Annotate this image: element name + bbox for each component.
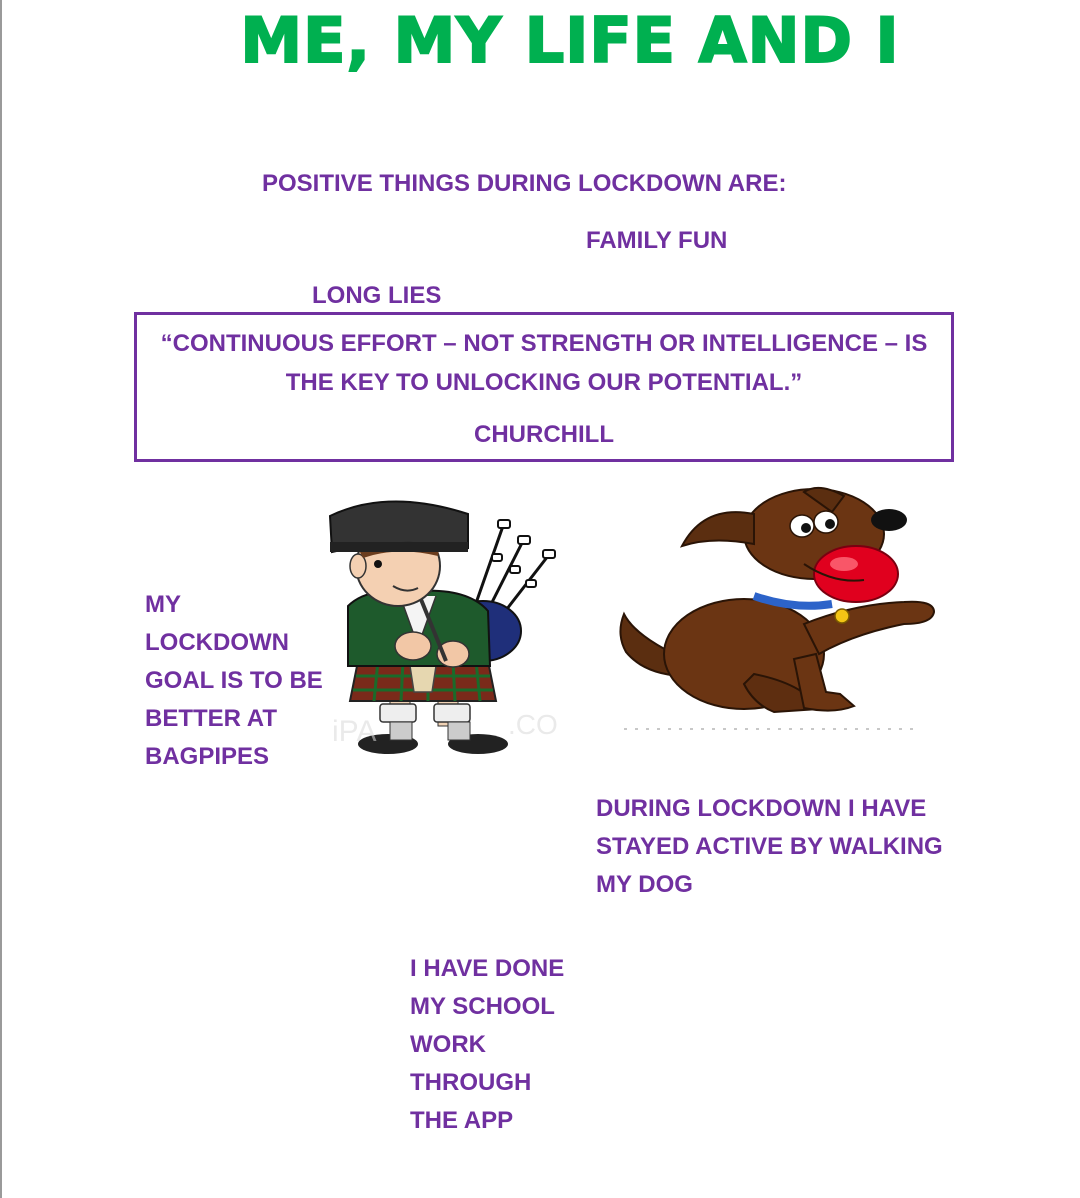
schoolwork-text: [410, 950, 630, 1140]
positive-item-family-fun: FAMILY FUN: [586, 227, 728, 254]
goal-line: BETTER AT: [145, 705, 277, 732]
quote-text-line-1: “CONTINUOUS EFFORT – NOT STRENGTH OR INTELLIGENCE – IS: [160, 330, 928, 357]
active-line: DURING LOCKDOWN I HAVE: [596, 795, 927, 822]
stayed-active-text: [596, 790, 996, 904]
watermark: iPA: [332, 715, 377, 748]
lockdown-goal-text: [145, 586, 345, 776]
bagpiper-image: [318, 496, 568, 764]
goal-line: GOAL IS TO BE: [145, 667, 323, 694]
positive-things-heading: POSITIVE THINGS DURING LOCKDOWN ARE:: [262, 170, 787, 197]
positive-item-long-lies: LONG LIES: [312, 282, 442, 309]
svg-text:.CO: .CO: [508, 709, 558, 740]
quote-author: CHURCHILL: [474, 421, 614, 448]
active-line: STAYED ACTIVE BY WALKING: [596, 833, 943, 860]
schoolwork-line: THROUGH: [410, 1069, 532, 1096]
page-edge: [0, 0, 2, 1198]
active-line: MY DOG: [596, 871, 693, 898]
goal-line: LOCKDOWN: [145, 629, 289, 656]
goal-line: BAGPIPES: [145, 743, 270, 770]
quote-box: [134, 312, 954, 462]
bagpiper-illustration: [318, 496, 568, 764]
dog-illustration: [604, 484, 954, 734]
schoolwork-line: MY SCHOOL: [410, 993, 555, 1020]
schoolwork-line: I HAVE DONE: [410, 955, 565, 982]
dog-image: [604, 484, 954, 734]
page-title: ME, MY LIFE AND I: [240, 4, 900, 77]
schoolwork-line: WORK: [410, 1031, 486, 1058]
goal-line: MY: [145, 591, 181, 618]
quote-text-line-2: THE KEY TO UNLOCKING OUR POTENTIAL.”: [285, 369, 803, 396]
schoolwork-line: THE APP: [410, 1107, 514, 1134]
long-lies-underline: [300, 282, 452, 315]
